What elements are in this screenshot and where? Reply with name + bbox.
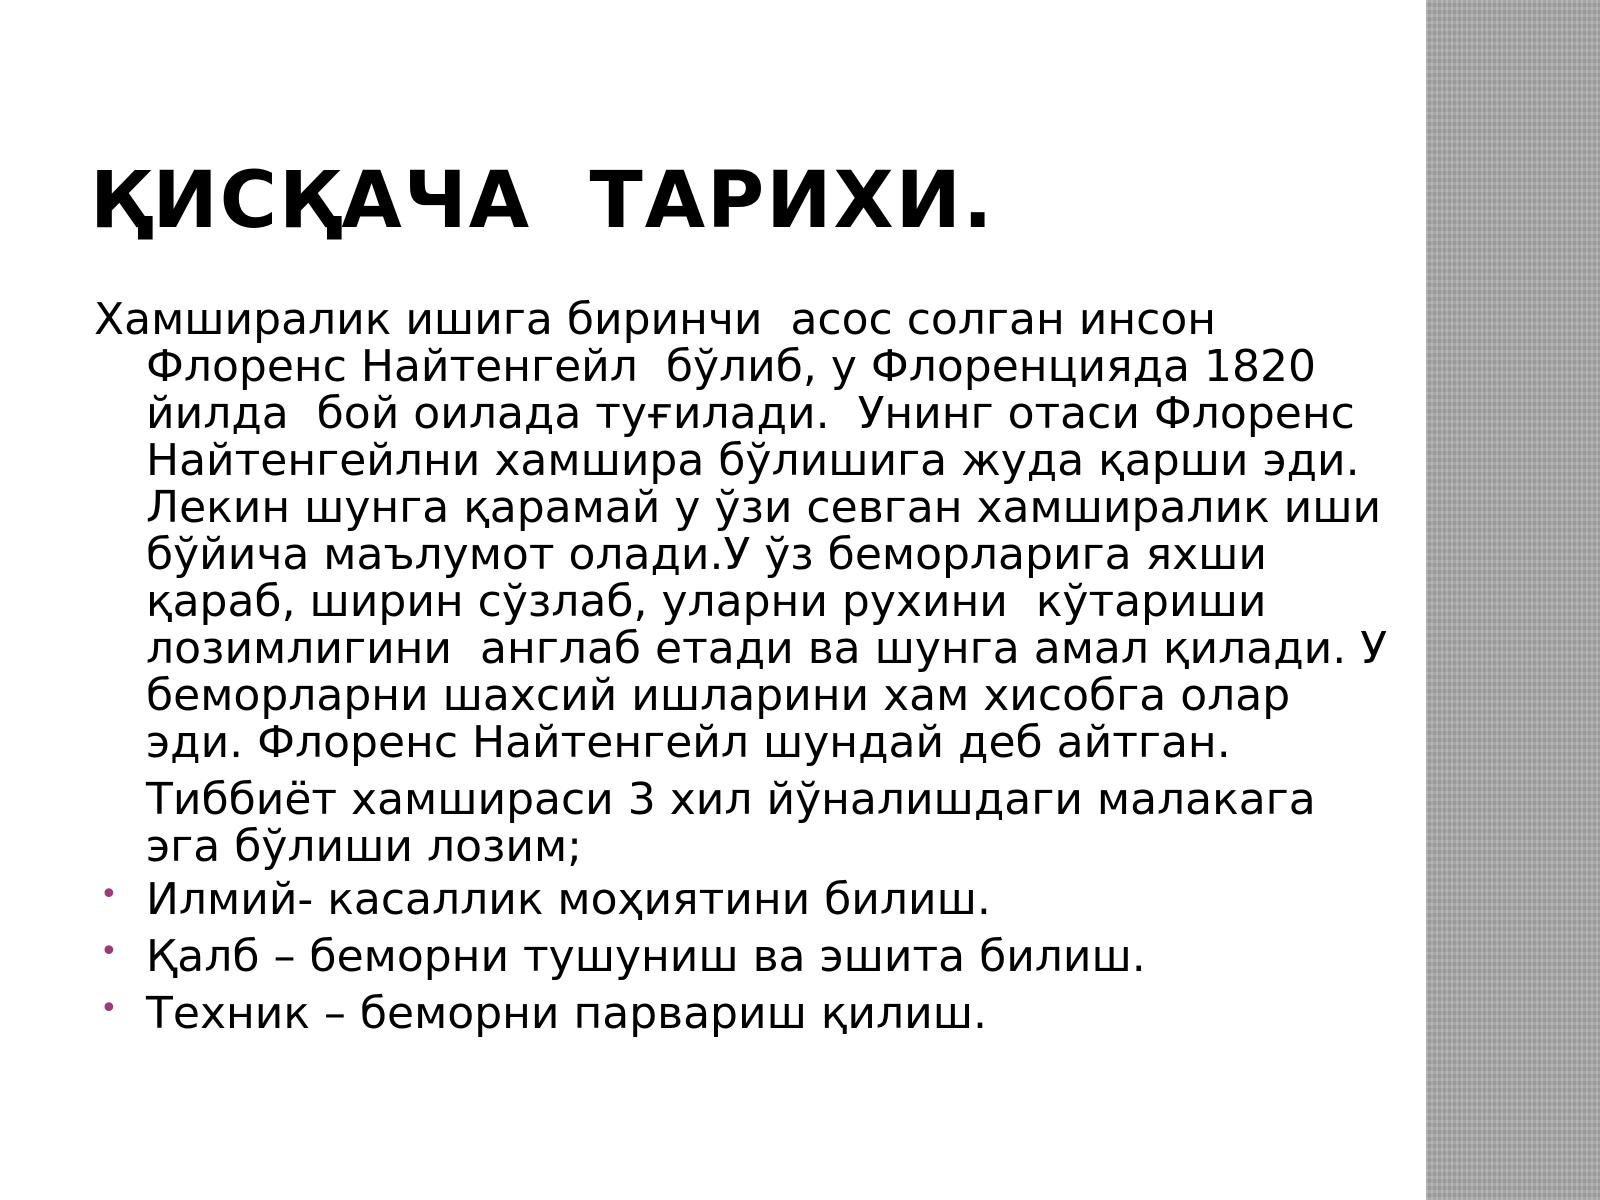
list-item <box>94 933 1394 980</box>
bullet-dot-icon: • <box>100 877 118 912</box>
bullet-dot-icon: • <box>100 991 118 1026</box>
list-item-text: Илмий- касаллик моҳиятини билиш. <box>146 874 991 925</box>
list-item-text: Техник – беморни парвариш қилиш. <box>146 988 987 1039</box>
qualification-list <box>94 876 1394 1037</box>
slide-body <box>94 294 1402 1047</box>
list-item <box>94 990 1394 1037</box>
list-item <box>94 876 1394 923</box>
slide-title: ҚИСҚАЧА ТАРИХИ. <box>90 156 995 246</box>
bullet-dot-icon: • <box>100 934 118 969</box>
list-item-text: Қалб – беморни тушуниш ва эшита билиш. <box>146 931 1146 982</box>
history-paragraph: Хамширалик ишига биринчи асос солган инсон Флоренс Найтенгейл бўлиб, у Флоренцияда 1820 йилда бой оилада туғилади. Унинг отаси Флоренс Найтенгейлни хамшира бўлишига жуда қарши эди. Лекин шунга қарамай у ўзи севган хамширалик иши бўйича маълумот олади.У ўз беморларига яхши қараб, ширин сўзлаб, уларни рухини кўтариши лозимлигини англаб етади ва шунга амал қилади. У беморларни шахсий ишларини хам хисобга олар эди. Флоренс Найтенгейл шундай деб айтган. <box>94 294 1402 768</box>
qualification-intro: Тиббиёт хамшираси 3 хил йўналишдаги малакага эга бўлиши лозим; <box>146 774 1330 872</box>
decorative-side-panel <box>1426 0 1600 1200</box>
